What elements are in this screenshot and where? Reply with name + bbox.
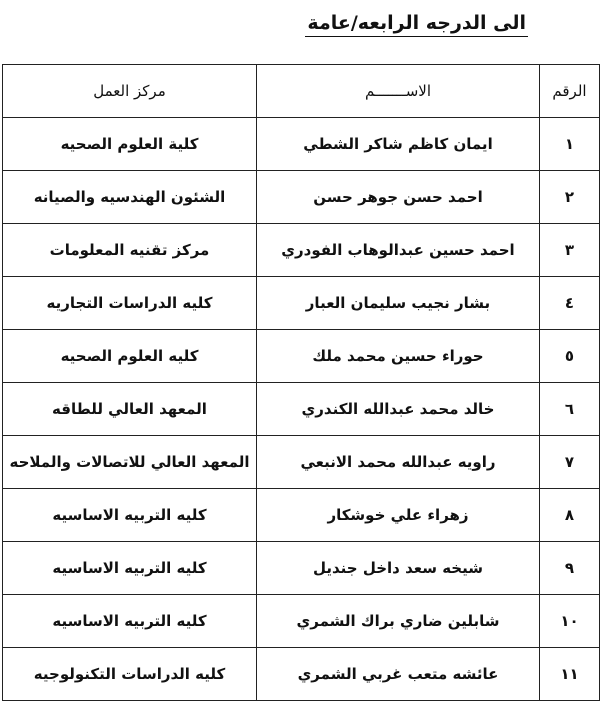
table-row (3, 330, 600, 383)
table-row (3, 542, 600, 595)
row-number: ٧ (540, 436, 600, 489)
row-number: ٤ (540, 277, 600, 330)
promotion-table (2, 64, 600, 701)
row-name: احمد حسين عبدالوهاب الفودري (257, 224, 540, 277)
table-row (3, 489, 600, 542)
table-row (3, 171, 600, 224)
row-workplace: كليه التربيه الاساسيه (3, 489, 257, 542)
row-name: ايمان كاظم شاكر الشطي (257, 118, 540, 171)
row-number: ١ (540, 118, 600, 171)
row-number: ٥ (540, 330, 600, 383)
row-workplace: مركز تقنيه المعلومات (3, 224, 257, 277)
row-number: ٦ (540, 383, 600, 436)
page-title: الى الدرجه الرابعه/عامة (305, 10, 528, 37)
row-name: خالد محمد عبدالله الكندري (257, 383, 540, 436)
table-row (3, 224, 600, 277)
row-name: شيخه سعد داخل جنديل (257, 542, 540, 595)
row-name: حوراء حسين محمد ملك (257, 330, 540, 383)
table-row (3, 118, 600, 171)
header-workplace: مركز العمل (3, 65, 257, 118)
row-number: ٢ (540, 171, 600, 224)
row-workplace: كليه الدراسات التكنولوجيه (3, 648, 257, 701)
row-number: ١١ (540, 648, 600, 701)
table-header-row (3, 65, 600, 118)
row-workplace: كلية العلوم الصحيه (3, 118, 257, 171)
header-number: الرقم (540, 65, 600, 118)
row-name: راويه عبدالله محمد الانبعي (257, 436, 540, 489)
header-name: الاســـــــم (257, 65, 540, 118)
row-number: ٨ (540, 489, 600, 542)
row-workplace: كليه الدراسات التجاريه (3, 277, 257, 330)
row-name: بشار نجيب سليمان العبار (257, 277, 540, 330)
row-workplace: المعهد العالي للطاقه (3, 383, 257, 436)
row-workplace: الشئون الهندسيه والصيانه (3, 171, 257, 224)
table-row (3, 436, 600, 489)
row-workplace: المعهد العالي للاتصالات والملاحه (3, 436, 257, 489)
row-workplace: كليه التربيه الاساسيه (3, 542, 257, 595)
table-row (3, 277, 600, 330)
row-number: ٩ (540, 542, 600, 595)
table-row (3, 595, 600, 648)
table-row (3, 383, 600, 436)
table-row (3, 648, 600, 701)
row-name: زهراء علي خوشكار (257, 489, 540, 542)
row-name: شابلين ضاري براك الشمري (257, 595, 540, 648)
row-name: عائشه متعب غربي الشمري (257, 648, 540, 701)
row-number: ١٠ (540, 595, 600, 648)
row-workplace: كليه التربيه الاساسيه (3, 595, 257, 648)
row-name: احمد حسن جوهر حسن (257, 171, 540, 224)
row-number: ٣ (540, 224, 600, 277)
row-workplace: كليه العلوم الصحيه (3, 330, 257, 383)
